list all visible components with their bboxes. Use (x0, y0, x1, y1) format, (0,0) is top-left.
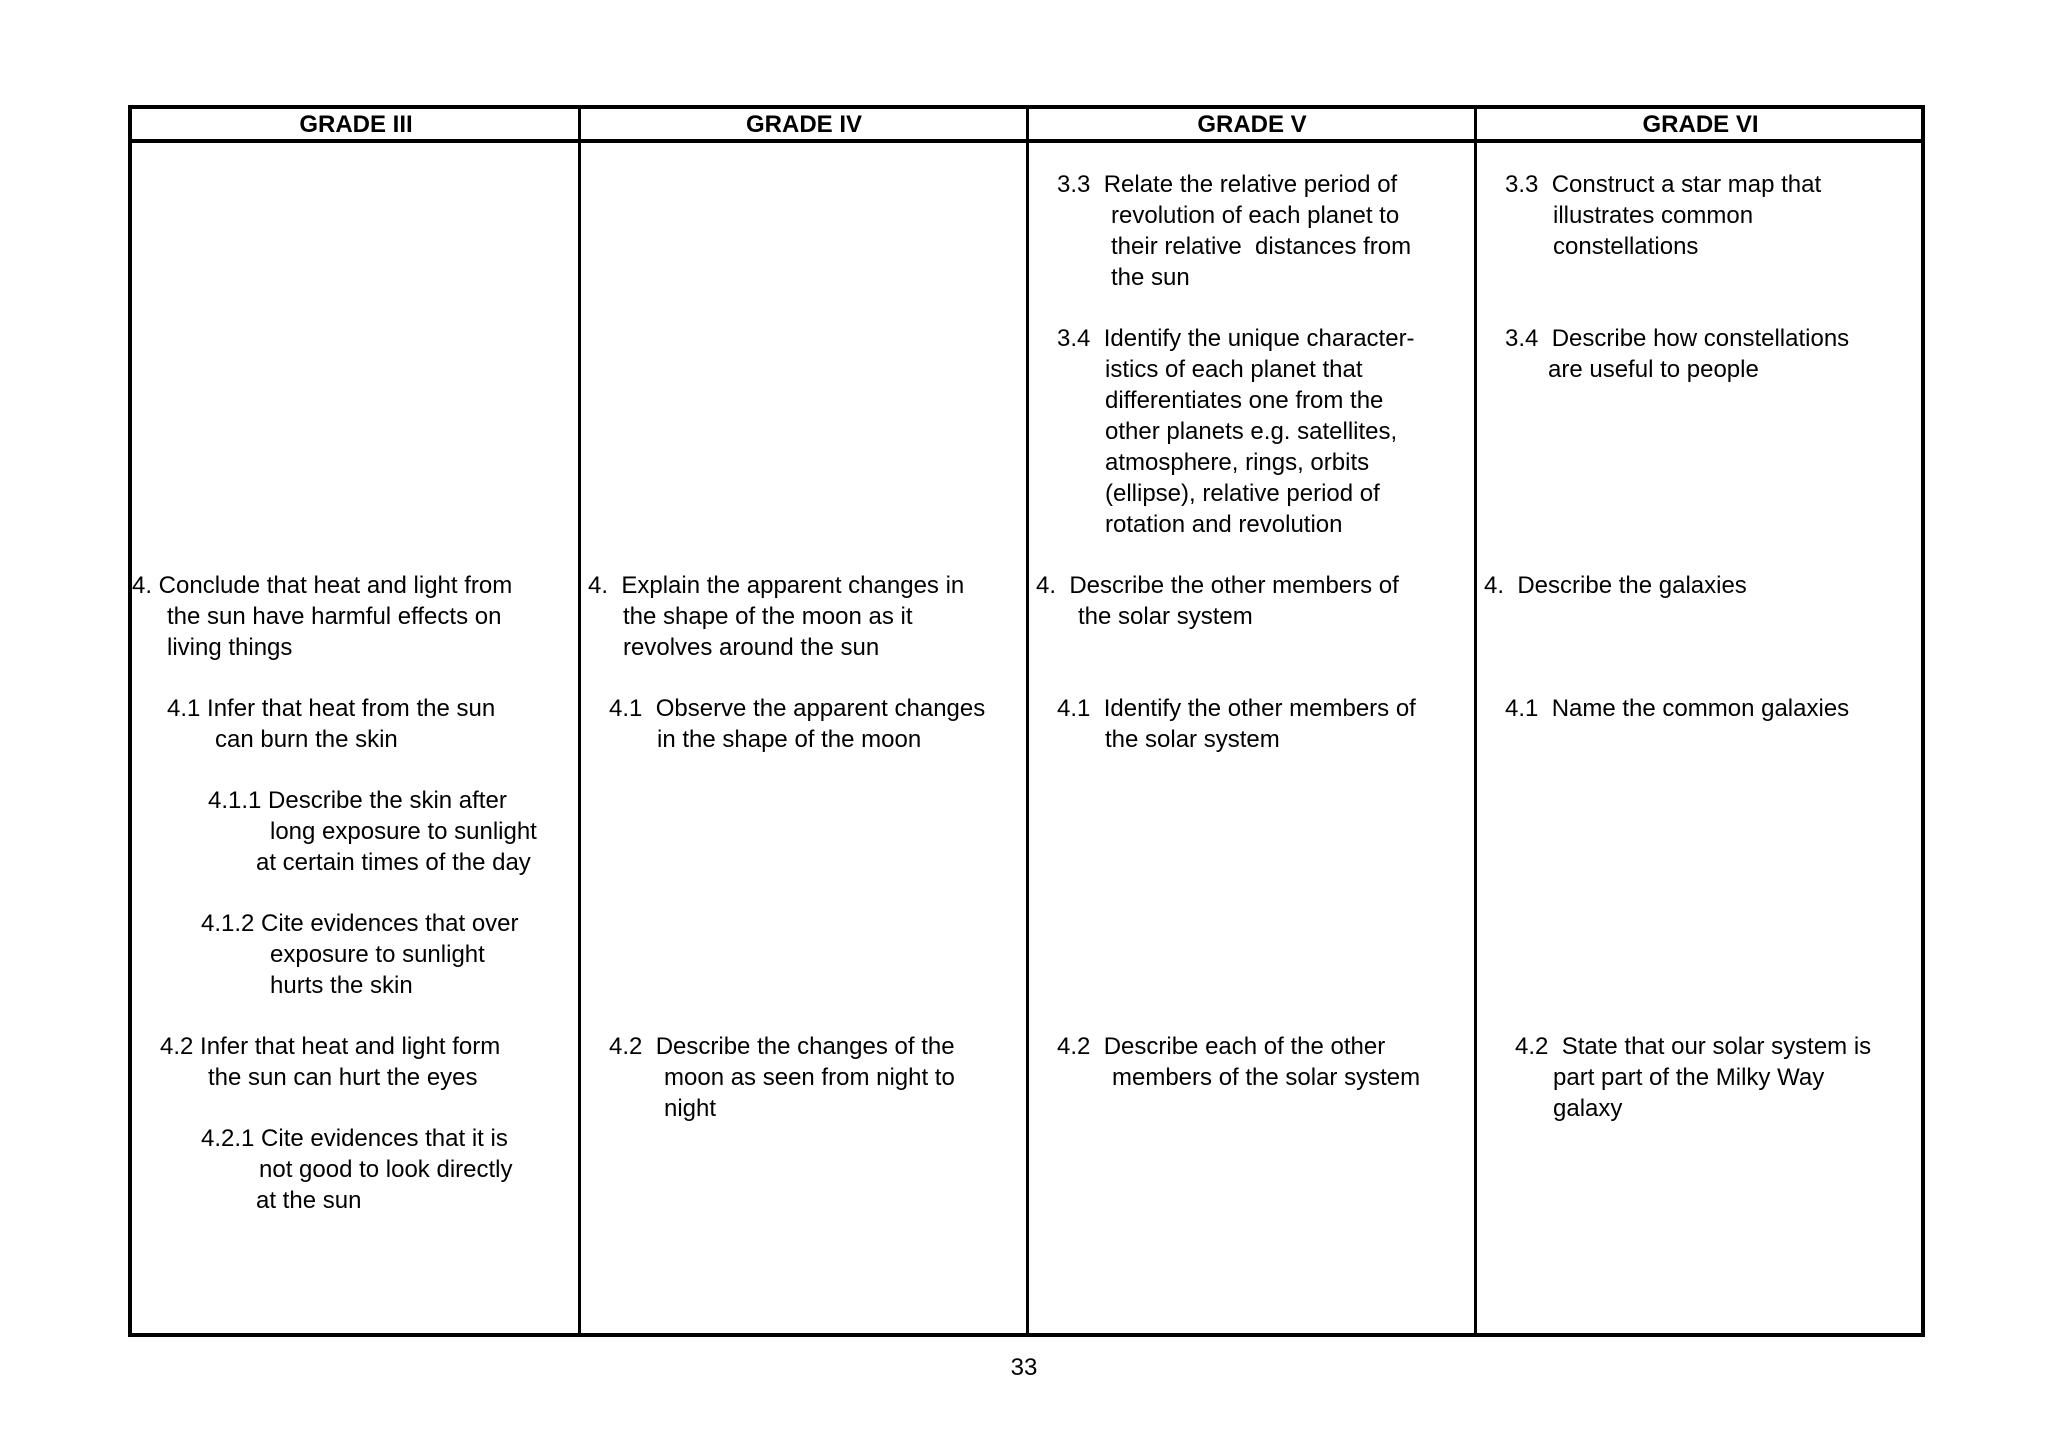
header-grade-v: GRADE V (1197, 111, 1307, 138)
header-grade-iii: GRADE III (299, 111, 413, 138)
header-grade-iv: GRADE IV (745, 111, 862, 138)
page-number: 33 (1010, 1354, 1038, 1381)
column-divider (578, 109, 581, 1333)
header-grade-vi: GRADE VI (1642, 111, 1759, 138)
column-divider (1474, 109, 1477, 1333)
column-divider (1026, 109, 1029, 1333)
